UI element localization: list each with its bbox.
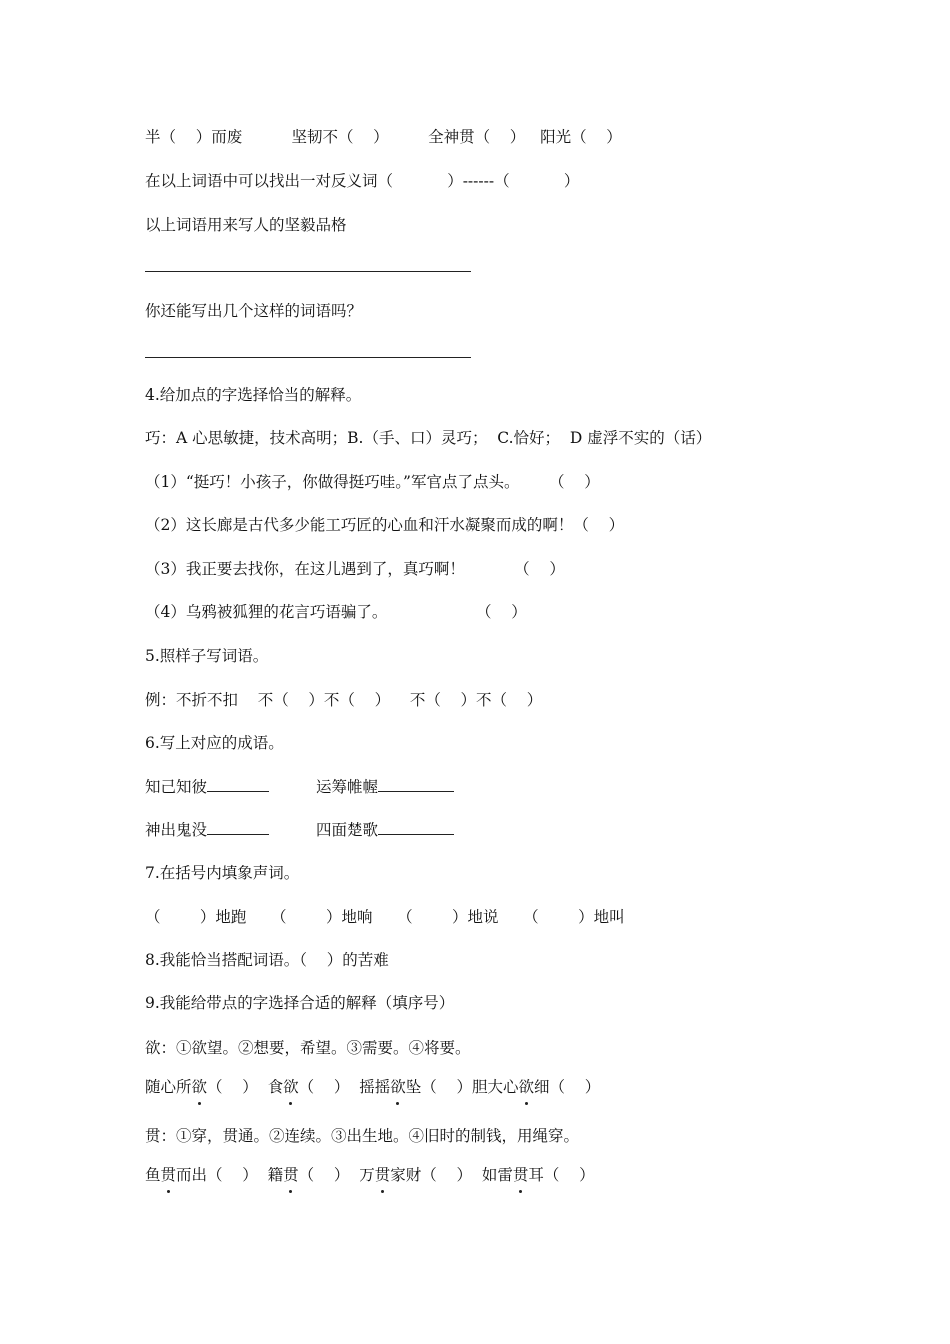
- q4-item-4: （4）乌鸦被狐狸的花言巧语骗了。 （ ）: [145, 603, 527, 621]
- q6-row-2: [145, 819, 454, 841]
- q4-item-3: （3）我正要去找你，在这儿遇到了，真巧啊！ （ ）: [145, 560, 565, 578]
- answer-line-2[interactable]: [145, 357, 471, 358]
- idiom-text: 知己知彼: [145, 778, 208, 796]
- q3-antonym-prompt: 在以上词语中可以找出一对反义词（ ）------（ ）: [145, 172, 580, 190]
- q4-item-2: （2）这长廊是古代多少能工巧匠的心血和汗水凝聚而成的啊！（ ）: [145, 516, 625, 534]
- yu-definitions: 欲：①欲望。②想要，希望。③需要。④将要。: [145, 1039, 471, 1057]
- guan-items: 鱼贯而出（ ） 籍贯（ ） 万贯家财（ ） 如雷贯耳（ ）: [145, 1166, 595, 1184]
- idiom-blank[interactable]: [207, 777, 269, 792]
- idiom-text: 运筹帷幄: [316, 778, 379, 796]
- q5-example: 例：不折不扣 不（ ）不（ ） 不（ ）不（ ）: [145, 691, 543, 709]
- answer-line-1[interactable]: [145, 271, 471, 272]
- q7-items: （ ）地跑 （ ）地响 （ ）地说 （ ）地叫: [145, 908, 625, 926]
- q7-heading: 7.在括号内填象声词。: [145, 864, 300, 882]
- dotted-char: 贯: [283, 1166, 299, 1184]
- dotted-char: 欲: [191, 1078, 208, 1096]
- dotted-char: 贯: [512, 1166, 529, 1184]
- q4-definitions: 巧：A 心思敏捷，技术高明；B.（手、口）灵巧； C.恰好； D 虚浮不实的（话）: [145, 429, 712, 447]
- guan-definitions: 贯：①穿，贯通。②连续。③出生地。④旧时的制钱，用绳穿。: [145, 1127, 580, 1145]
- q4-item-1: （1）“挺巧！小孩子，你做得挺巧哇。”军官点了点头。 （ ）: [145, 473, 600, 491]
- dotted-char: 欲: [283, 1078, 299, 1096]
- q3-usage-prompt: 以上词语用来写人的坚毅品格: [145, 216, 347, 234]
- q4-heading: 4.给加点的字选择恰当的解释。: [145, 386, 362, 404]
- q5-heading: 5.照样子写词语。: [145, 647, 269, 665]
- dotted-char: 欲: [518, 1078, 534, 1096]
- idiom-text: 四面楚歌: [316, 821, 379, 839]
- q9-heading: 9.我能给带点的字选择合适的解释（填序号）: [145, 994, 455, 1012]
- q3-more-words-prompt: 你还能写出几个这样的词语吗？: [145, 302, 363, 320]
- idiom-blank[interactable]: [207, 820, 269, 835]
- idiom-blank[interactable]: [378, 820, 454, 835]
- q3-fill-words: 半（ ）而废 坚韧不（ ） 全神贯（ ） 阳光（ ）: [145, 128, 622, 146]
- dotted-char: 欲: [390, 1078, 406, 1096]
- idiom-blank[interactable]: [378, 777, 454, 792]
- q8-heading: 8.我能恰当搭配词语。（ ）的苦难: [145, 951, 389, 969]
- dotted-char: 贯: [374, 1166, 391, 1184]
- q6-row-1: [145, 776, 454, 798]
- idiom-text: 神出鬼没: [145, 821, 208, 839]
- yu-items: 随心所欲（ ） 食欲（ ） 摇摇欲坠（ ）胆大心欲细（ ）: [145, 1078, 601, 1096]
- dotted-char: 贯: [160, 1166, 177, 1184]
- q6-heading: 6.写上对应的成语。: [145, 734, 284, 752]
